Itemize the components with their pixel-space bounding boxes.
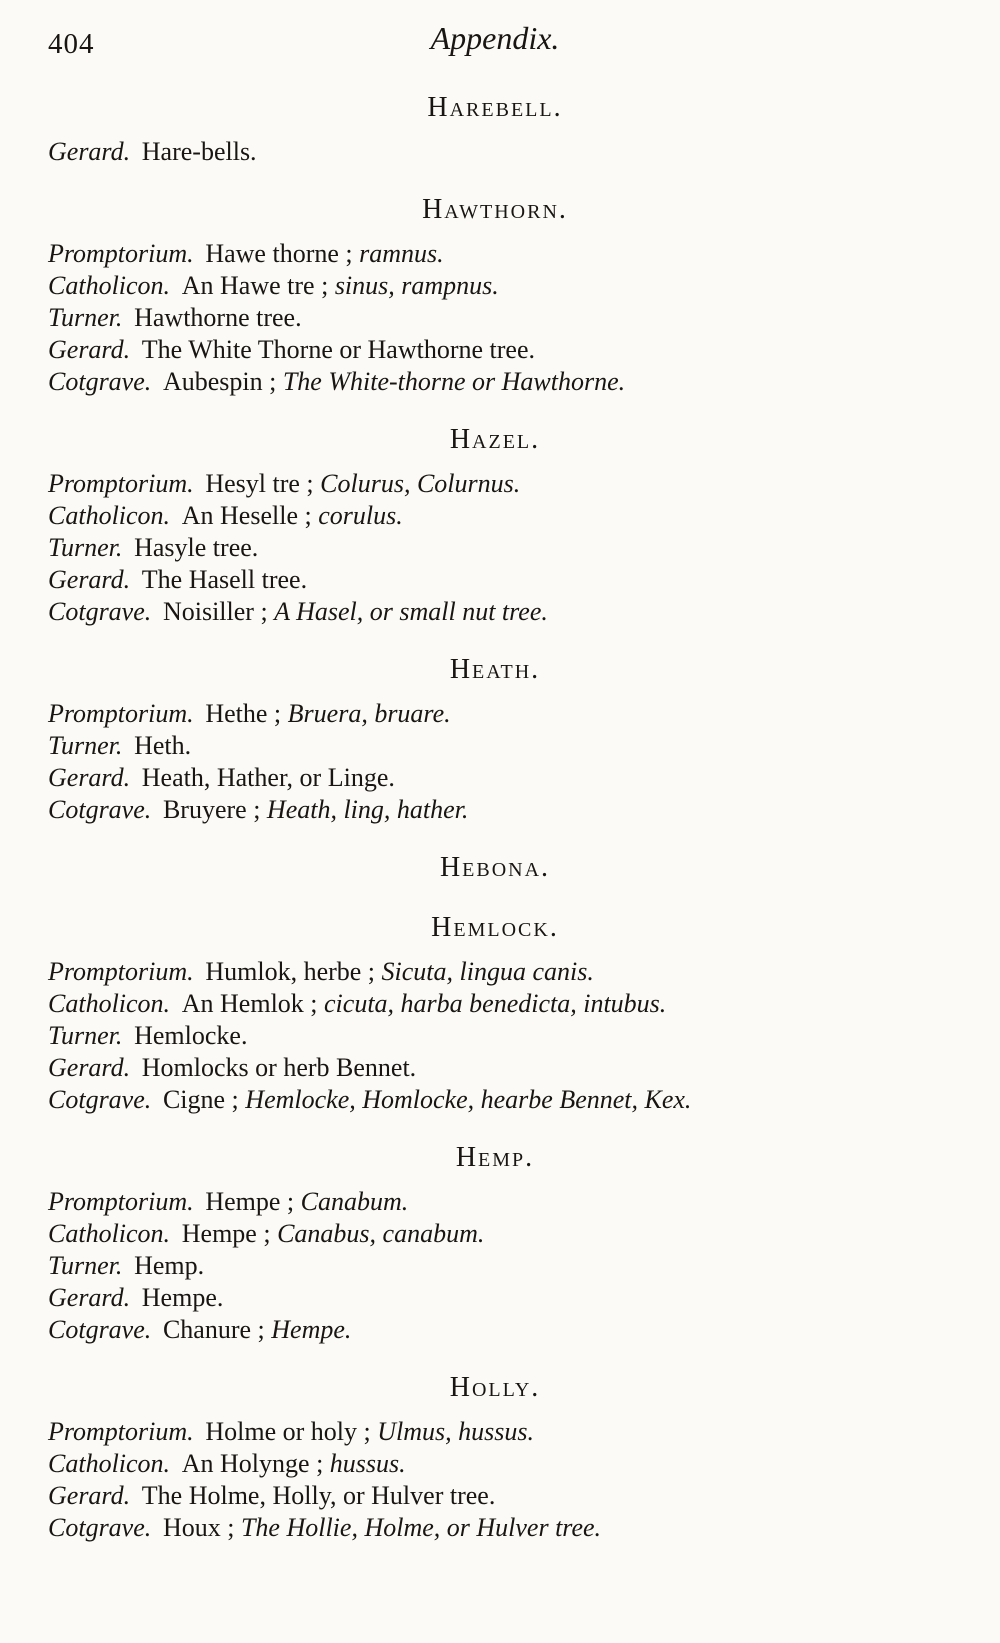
entry-source: Promptorium. [48, 957, 194, 986]
entry-source: Cotgrave. [48, 1513, 152, 1542]
entry-source: Gerard. [48, 1283, 131, 1312]
section-heading: Harebell. [427, 92, 563, 123]
entry-source: Turner. [48, 1021, 123, 1050]
page-content [48, 90, 942, 1544]
entry-latin: The Hollie, Holme, or Hulver tree. [240, 1513, 602, 1542]
entry-source: Catholicon. [48, 989, 171, 1018]
entry-line [48, 1020, 942, 1052]
entry-text: Hempe ; [205, 1187, 301, 1216]
entry-text: Noisiller ; [162, 597, 275, 626]
entry-latin: ramnus. [359, 239, 444, 268]
entry-latin: Canabum. [300, 1187, 409, 1216]
entry-text: Homlocks or herb Bennet. [141, 1053, 417, 1082]
entry-source: Promptorium. [48, 239, 194, 268]
entry-source: Cotgrave. [48, 367, 152, 396]
entry-line [48, 1314, 942, 1346]
entry-text: Bruyere ; [162, 795, 267, 824]
entry-latin: Hempe. [271, 1315, 352, 1344]
entry-line [48, 794, 942, 826]
entry-source: Turner. [48, 303, 123, 332]
section-heading: Holly. [449, 1372, 541, 1403]
entry-source: Gerard. [48, 137, 131, 166]
entry-text: An Hemlok ; [181, 989, 325, 1018]
entry-text: An Hawe tre ; [181, 271, 335, 300]
entry-line [48, 596, 942, 628]
entry-line [48, 762, 942, 794]
entry-text: Heath, Hather, or Linge. [141, 763, 395, 792]
section-heading: Hemlock. [431, 912, 559, 943]
entry-text: Hesyl tre ; [205, 469, 321, 498]
entry-line [48, 302, 942, 334]
entry-text: The White Thorne or Hawthorne tree. [141, 335, 536, 364]
entry-text: Hempe ; [181, 1219, 278, 1248]
entry-line [48, 238, 942, 270]
section-heading: Hemp. [455, 1142, 535, 1173]
entry-line [48, 988, 942, 1020]
entry-source: Promptorium. [48, 469, 194, 498]
entry-text: Hawthorne tree. [134, 303, 302, 332]
entry-source: Turner. [48, 731, 123, 760]
section-heading: Hawthorn. [422, 194, 568, 225]
entry-latin: sinus, rampnus. [334, 271, 499, 300]
entry-text: Hawe thorne ; [205, 239, 360, 268]
entry-source: Promptorium. [48, 699, 194, 728]
entry-line [48, 532, 942, 564]
entry-text: The Holme, Holly, or Hulver tree. [141, 1481, 496, 1510]
entry-source: Gerard. [48, 1481, 131, 1510]
entry-text: Humlok, herbe ; [205, 957, 382, 986]
entry-text: Heth. [134, 731, 192, 760]
entry-latin: Ulmus, hussus. [377, 1417, 534, 1446]
entry-source: Cotgrave. [48, 1315, 152, 1344]
entry-latin: Sicuta, lingua canis. [381, 957, 594, 986]
entry-line [48, 468, 942, 500]
entry-line [48, 1218, 942, 1250]
entry-latin: Colurus, Colurnus. [320, 469, 521, 498]
entry-source: Promptorium. [48, 1187, 194, 1216]
entry-text: Aubespin ; [162, 367, 283, 396]
entry-line [48, 730, 942, 762]
section-heading: Heath. [449, 654, 541, 685]
entry-line [48, 1416, 942, 1448]
entry-source: Cotgrave. [48, 795, 152, 824]
entry-source: Turner. [48, 1251, 123, 1280]
entry-source: Catholicon. [48, 1219, 171, 1248]
entry-text: Hare-bells. [141, 137, 257, 166]
entry-text: An Heselle ; [181, 501, 319, 530]
entry-text: Hethe ; [205, 699, 288, 728]
entry-text: Cigne ; [162, 1085, 246, 1114]
entry-line [48, 1084, 942, 1116]
entry-line [48, 956, 942, 988]
entry-line [48, 136, 942, 168]
entry-text: Hasyle tree. [134, 533, 259, 562]
entry-latin: cicuta, harba benedicta, intubus. [324, 989, 667, 1018]
entry-line [48, 1512, 942, 1544]
running-title: Appendix. [430, 20, 560, 56]
entry-line [48, 366, 942, 398]
entry-source: Gerard. [48, 1053, 131, 1082]
entry-source: Catholicon. [48, 271, 171, 300]
entry-source: Catholicon. [48, 501, 171, 530]
entry-line [48, 564, 942, 596]
entry-latin: The White-thorne or Hawthorne. [282, 367, 626, 396]
entry-latin: Hemlocke, Homlocke, hearbe Bennet, Kex. [245, 1085, 692, 1114]
entry-text: An Holynge ; [181, 1449, 330, 1478]
entry-text: Chanure ; [162, 1315, 272, 1344]
entry-text: Hemp. [134, 1251, 205, 1280]
entry-source: Cotgrave. [48, 597, 152, 626]
entry-line [48, 1052, 942, 1084]
entry-source: Gerard. [48, 565, 131, 594]
entry-line [48, 698, 942, 730]
entry-line [48, 500, 942, 532]
entry-source: Catholicon. [48, 1449, 171, 1478]
entry-latin: Bruera, bruare. [287, 699, 451, 728]
page-number: 404 [48, 28, 95, 60]
entry-source: Cotgrave. [48, 1085, 152, 1114]
entry-line [48, 1448, 942, 1480]
entry-text: The Hasell tree. [141, 565, 308, 594]
entry-text: Hempe. [141, 1283, 224, 1312]
entry-line [48, 1282, 942, 1314]
entry-line [48, 1480, 942, 1512]
entry-line [48, 270, 942, 302]
entry-latin: corulus. [318, 501, 403, 530]
entry-source: Gerard. [48, 763, 131, 792]
section-heading: Hebona. [439, 852, 551, 883]
entry-line [48, 1186, 942, 1218]
entry-line [48, 1250, 942, 1282]
entry-source: Turner. [48, 533, 123, 562]
entry-text: Houx ; [162, 1513, 241, 1542]
entry-latin: hussus. [329, 1449, 406, 1478]
entry-source: Promptorium. [48, 1417, 194, 1446]
page-header [48, 20, 942, 66]
entry-line [48, 334, 942, 366]
entry-source: Gerard. [48, 335, 131, 364]
entry-text: Hemlocke. [134, 1021, 248, 1050]
entry-latin: Canabus, canabum. [277, 1219, 485, 1248]
entry-text: Holme or holy ; [205, 1417, 378, 1446]
entry-latin: A Hasel, or small nut tree. [274, 597, 548, 626]
section-heading: Hazel. [449, 424, 541, 455]
entry-latin: Heath, ling, hather. [266, 795, 469, 824]
